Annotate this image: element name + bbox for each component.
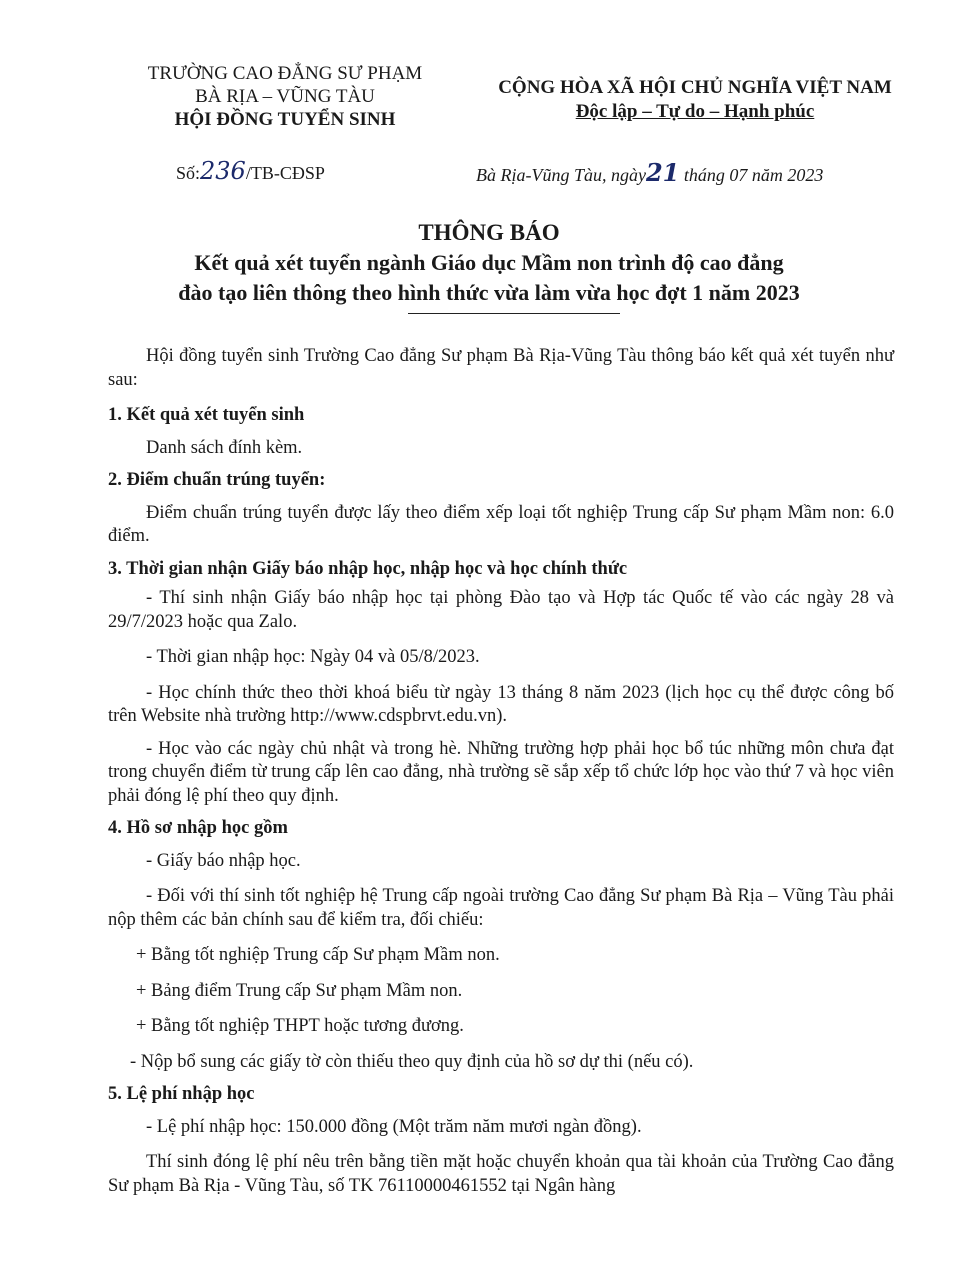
title-line-3: đào tạo liên thông theo hình thức vừa làm vừa học đợt 1 năm 2023: [178, 280, 800, 305]
issuer-block: [120, 62, 450, 131]
title-line-2: Kết quả xét tuyển ngành Giáo dục Mầm non trình độ cao đẳng: [194, 250, 784, 275]
place-date-prefix: Bà Rịa-Vũng Tàu, ngày: [476, 165, 646, 185]
section-4-doc-2: + Bảng điểm Trung cấp Sư phạm Mầm non.: [136, 980, 463, 1001]
document-number: [176, 157, 325, 185]
section-4-doc-1: + Bằng tốt nghiệp Trung cấp Sư phạm Mầm non.: [136, 945, 500, 965]
place-date-day: 21: [645, 158, 680, 187]
doc-number-prefix: Số:: [176, 163, 201, 183]
section-5-heading: 5. Lệ phí nhập học: [108, 1084, 255, 1104]
section-2-text: Điểm chuẩn trúng tuyển được lấy theo điểm xếp loại tốt nghiệp Trung cấp Sư phạm Mầm non: 6.0 điểm.: [108, 502, 894, 546]
issuer-council: HỘI ĐỒNG TUYỂN SINH: [174, 109, 396, 130]
section-5-item-1: - Lệ phí nhập học: 150.000 đồng (Một trăm năm mươi ngàn đồng).: [146, 1116, 642, 1137]
title-underline: [408, 313, 620, 314]
document-title: [0, 218, 978, 308]
doc-number-handwritten: 236: [200, 157, 246, 185]
section-4-item-3: - Nộp bổ sung các giấy tờ còn thiếu theo quy định của hồ sơ dự thi (nếu có).: [130, 1051, 694, 1072]
title-main: THÔNG BÁO: [418, 220, 560, 245]
section-3-item-2: - Thời gian nhập học: Ngày 04 và 05/8/2023.: [146, 647, 480, 667]
national-heading: [470, 76, 920, 124]
section-5-paragraph: Thí sinh đóng lệ phí nêu trên bằng tiền mặt hoặc chuyển khoản qua tài khoản của Trường Cao đẳng Sư phạm Bà Rịa - Vũng Tàu, số TK 76110000461552 tại Ngân hàng: [108, 1152, 894, 1196]
national-motto: Độc lập – Tự do – Hạnh phúc: [575, 101, 815, 122]
place-date: [476, 158, 823, 187]
place-date-suffix: tháng 07 năm 2023: [679, 165, 824, 185]
section-3-item-4: - Học vào các ngày chủ nhật và trong hè. Những trường hợp phải học bổ túc những môn chưa đạt trong chuyển điểm từ trung cấp lên cao đẳng, nhà trường sẽ sắp xếp tổ chức lớp học vào thứ 7 và học viên phải đóng lệ phí theo quy định.: [108, 738, 894, 806]
nation-name: CỘNG HÒA XÃ HỘI CHỦ NGHĨA VIỆT NAM: [498, 77, 892, 98]
section-4-doc-3: + Bằng tốt nghiệp THPT hoặc tương đương.: [136, 1016, 464, 1036]
document-body: [108, 345, 894, 1198]
section-1-heading: 1. Kết quả xét tuyển sinh: [108, 405, 305, 425]
issuer-province: BÀ RỊA – VŨNG TÀU: [195, 86, 375, 107]
section-1-text: Danh sách đính kèm.: [146, 437, 303, 458]
section-2-heading: 2. Điểm chuẩn trúng tuyển:: [108, 470, 326, 490]
section-3-item-3: - Học chính thức theo thời khoá biểu từ ngày 13 tháng 8 năm 2023 (lịch học cụ thể được công bố trên Website nhà trường http://www.cdspbrvt.edu.vn).: [108, 682, 894, 726]
doc-number-suffix: /TB-CĐSP: [245, 163, 325, 183]
issuer-school: TRƯỜNG CAO ĐẲNG SƯ PHẠM: [147, 63, 423, 84]
section-4-heading: 4. Hồ sơ nhập học gồm: [108, 818, 288, 838]
section-4-item-1: - Giấy báo nhập học.: [146, 850, 301, 871]
intro-paragraph: Hội đồng tuyển sinh Trường Cao đẳng Sư phạm Bà Rịa-Vũng Tàu thông báo kết quả xét tuyển như sau:: [108, 346, 894, 390]
section-4-item-2: - Đối với thí sinh tốt nghiệp hệ Trung cấp ngoài trường Cao đẳng Sư phạm Bà Rịa – Vũng Tàu phải nộp thêm các bản chính sau để kiểm tra, đối chiếu:: [108, 886, 894, 930]
section-3-heading: 3. Thời gian nhận Giấy báo nhập học, nhập học và học chính thức: [108, 558, 628, 579]
section-3-item-1: - Thí sinh nhận Giấy báo nhập học tại phòng Đào tạo và Hợp tác Quốc tế vào các ngày 28 và 29/7/2023 hoặc qua Zalo.: [108, 588, 894, 632]
